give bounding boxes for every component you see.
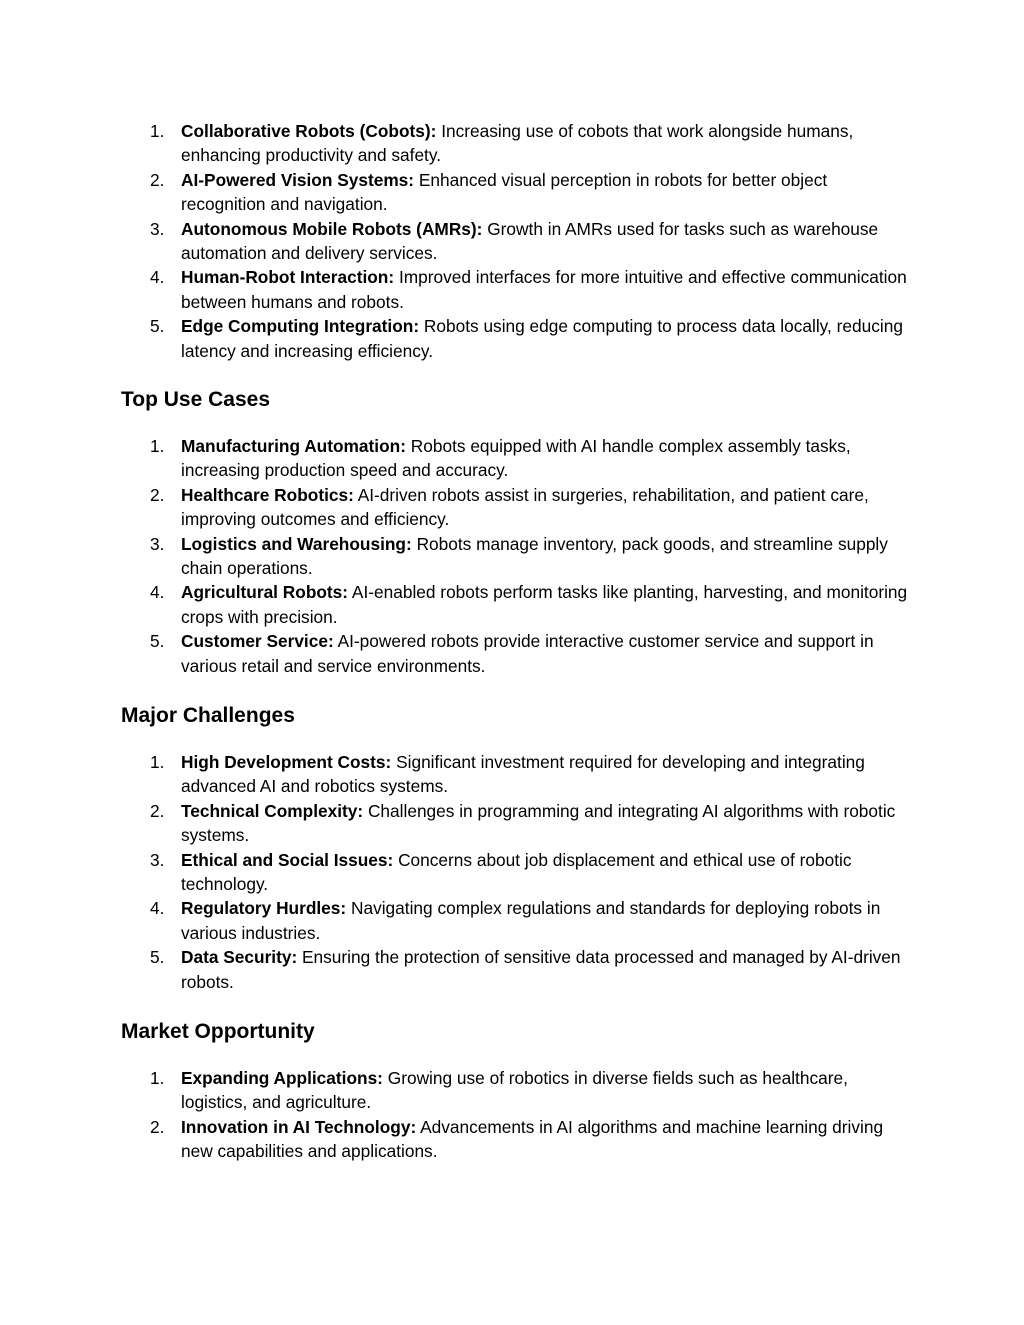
opportunity-list — [0, 1066, 1024, 1164]
item-number: 2. — [150, 484, 165, 505]
item-number: 5. — [150, 316, 165, 337]
list-item — [0, 1115, 1024, 1164]
item-number: 2. — [150, 800, 165, 821]
item-number: 3. — [150, 849, 165, 870]
list-item — [0, 896, 1024, 945]
list-item — [0, 483, 1024, 532]
item-description: Ensuring the protection of sensitive data processed and managed by AI-driven robots. — [181, 947, 901, 992]
item-description: Advancements in AI algorithms and machine learning driving new capabilities and applications. — [181, 1116, 884, 1162]
item-number: 1. — [150, 752, 165, 772]
item-number: 4. — [150, 267, 165, 288]
section-heading-opportunity: Market Opportunity — [121, 1020, 315, 1043]
item-term: Autonomous Mobile Robots (AMRs): — [181, 218, 483, 239]
item-term: Innovation in AI Technology: — [181, 1116, 417, 1137]
item-number: 1. — [150, 436, 165, 456]
item-number: 1. — [150, 121, 165, 141]
section-heading-challenges: Major Challenges — [121, 704, 295, 727]
list-item — [0, 580, 1024, 629]
item-description: Enhanced visual perception in robots for better object recognition and navigation. — [181, 169, 828, 215]
item-number: 4. — [150, 582, 165, 603]
item-term: Expanding Applications: — [181, 1068, 383, 1088]
item-number: 1. — [150, 1068, 165, 1088]
item-description: Concerns about job displacement and ethical use of robotic technology. — [181, 849, 852, 895]
section-heading-use-cases: Top Use Cases — [121, 388, 270, 411]
item-term: Technical Complexity: — [181, 800, 364, 821]
item-number: 2. — [150, 1116, 165, 1137]
item-number: 2. — [150, 169, 165, 190]
list-item — [0, 848, 1024, 897]
item-term: AI-Powered Vision Systems: — [181, 169, 415, 190]
item-term: Collaborative Robots (Cobots): — [181, 121, 437, 141]
list-item — [0, 119, 1024, 168]
item-term: Human-Robot Interaction: — [181, 267, 395, 288]
item-term: High Development Costs: — [181, 752, 392, 772]
item-description: AI-enabled robots perform tasks like planting, harvesting, and monitoring crops with precision. — [181, 582, 908, 627]
item-description: AI-powered robots provide interactive customer service and support in various retail and service environments. — [181, 631, 874, 676]
item-description: Increasing use of cobots that work alongside humans, enhancing productivity and safety. — [181, 121, 854, 166]
item-term: Agricultural Robots: — [181, 582, 349, 603]
item-number: 3. — [150, 533, 165, 554]
item-description: Navigating complex regulations and standards for deploying robots in various industries. — [181, 898, 881, 943]
item-term: Edge Computing Integration: — [181, 316, 420, 337]
item-term: Data Security: — [181, 947, 298, 968]
item-description: Robots using edge computing to process data locally, reducing latency and increasing efficiency. — [181, 316, 903, 361]
item-term: Manufacturing Automation: — [181, 436, 406, 456]
item-description: Improved interfaces for more intuitive and effective communication between humans and robots. — [181, 267, 907, 312]
item-description: Significant investment required for developing and integrating advanced AI and robotics systems. — [181, 752, 865, 797]
item-number: 3. — [150, 218, 165, 239]
item-number: 5. — [150, 631, 165, 652]
list-item — [0, 168, 1024, 217]
item-term: Healthcare Robotics: — [181, 484, 354, 505]
item-number: 4. — [150, 898, 165, 919]
item-description: Challenges in programming and integrating AI algorithms with robotic systems. — [181, 800, 896, 846]
item-description: Robots manage inventory, pack goods, and streamline supply chain operations. — [181, 533, 888, 579]
trends-list — [0, 119, 1024, 363]
list-item — [0, 532, 1024, 581]
challenges-list — [0, 750, 1024, 994]
item-term: Ethical and Social Issues: — [181, 849, 394, 870]
list-item — [0, 945, 1024, 994]
item-number: 5. — [150, 947, 165, 968]
item-description: AI-driven robots assist in surgeries, rehabilitation, and patient care, improving outcomes and efficiency. — [181, 484, 869, 530]
list-item — [0, 1066, 1024, 1115]
list-item — [0, 799, 1024, 848]
item-description: Robots equipped with AI handle complex assembly tasks, increasing production speed and accuracy. — [181, 436, 851, 481]
item-term: Customer Service: — [181, 631, 334, 652]
item-term: Logistics and Warehousing: — [181, 533, 412, 554]
item-description: Growing use of robotics in diverse fields such as healthcare, logistics, and agriculture. — [181, 1068, 848, 1113]
list-item — [0, 314, 1024, 363]
item-description: Growth in AMRs used for tasks such as warehouse automation and delivery services. — [181, 218, 879, 264]
list-item — [0, 434, 1024, 483]
item-term: Regulatory Hurdles: — [181, 898, 347, 919]
list-item — [0, 629, 1024, 678]
list-item — [0, 750, 1024, 799]
list-item — [0, 265, 1024, 314]
use-cases-list — [0, 434, 1024, 678]
list-item — [0, 217, 1024, 266]
